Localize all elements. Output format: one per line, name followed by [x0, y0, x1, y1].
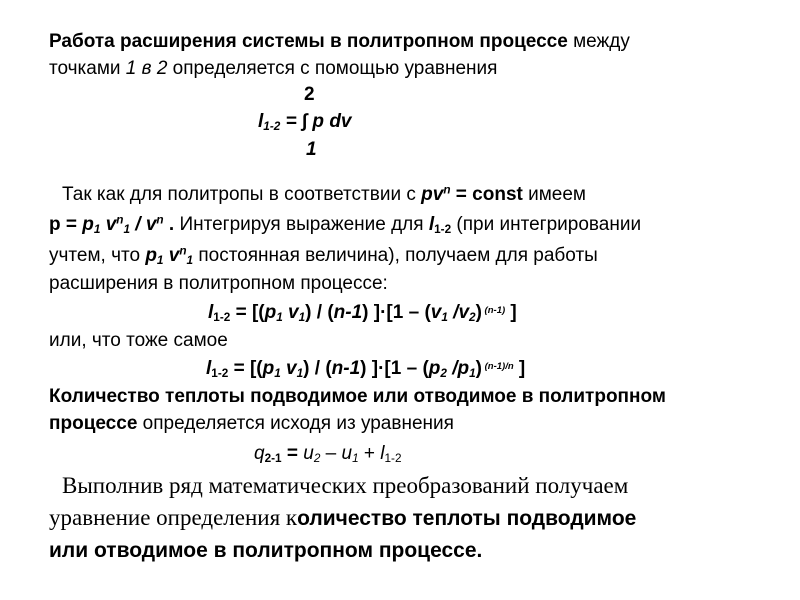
- integral-upper-limit: 2: [304, 84, 315, 105]
- polytrope-line-3: учтем, что $p_1$ $v^n_1$ постоянная величина), получаем для работы: [49, 244, 598, 267]
- conclusion-line-3: или отводимое в политропном процессе.: [49, 539, 483, 562]
- polytrope-line-1: Так как для политропы в соответствии с $pv^n$ = const имеем: [62, 183, 586, 205]
- heat-heading-line-1: Количество теплоты подводимое или отводимое в политропном: [49, 386, 666, 407]
- intro-line-1: Работа расширения системы в политропном процессе между: [49, 31, 630, 52]
- intro-line-2: точками 1 в 2 определяется с помощью уравнения: [49, 58, 498, 79]
- polytrope-line-2: $p = p_1$ $v^n_1 / v^n$ . Интегрируя выражение для $l_{1-2}$ (при интегрировании: [49, 213, 642, 236]
- integral-formula: $l_{1-2}$ = ∫ p dv: [258, 111, 352, 133]
- conclusion-line-1: Выполнив ряд математических преобразований получаем: [62, 473, 629, 498]
- work-formula-volumes: $l_{1-2} = [(p_1$ $v_1) / (n-1)$ ]$\cdot[1 - (v_1$ $/v_2$) $^{(n-1)}$ ]: [208, 302, 517, 324]
- heat-formula: $q_{2-1} = u_2 - u_1 + l_{1-2}$: [254, 443, 402, 465]
- intro-bold-text: Работа расширения системы в политропном процессе: [49, 31, 568, 52]
- work-formula-pressures: $l_{1-2} = [(p_1$ $v_1) / (n-1)$ ]$\cdot[1 - (p_2$ $/p_1$) $^{(n-1)/n}$ ]: [206, 358, 526, 380]
- conclusion-line-2: уравнение определения количество теплоты подводимое: [49, 505, 637, 530]
- points-label: 1 в 2: [125, 58, 168, 79]
- heat-heading-line-2: процессе определяется исходя из уравнения: [49, 413, 454, 434]
- integral-lower-limit: 1: [306, 139, 317, 160]
- polytrope-line-4: расширения в политропном процессе:: [49, 273, 388, 294]
- alternative-text: или, что тоже самое: [49, 330, 228, 351]
